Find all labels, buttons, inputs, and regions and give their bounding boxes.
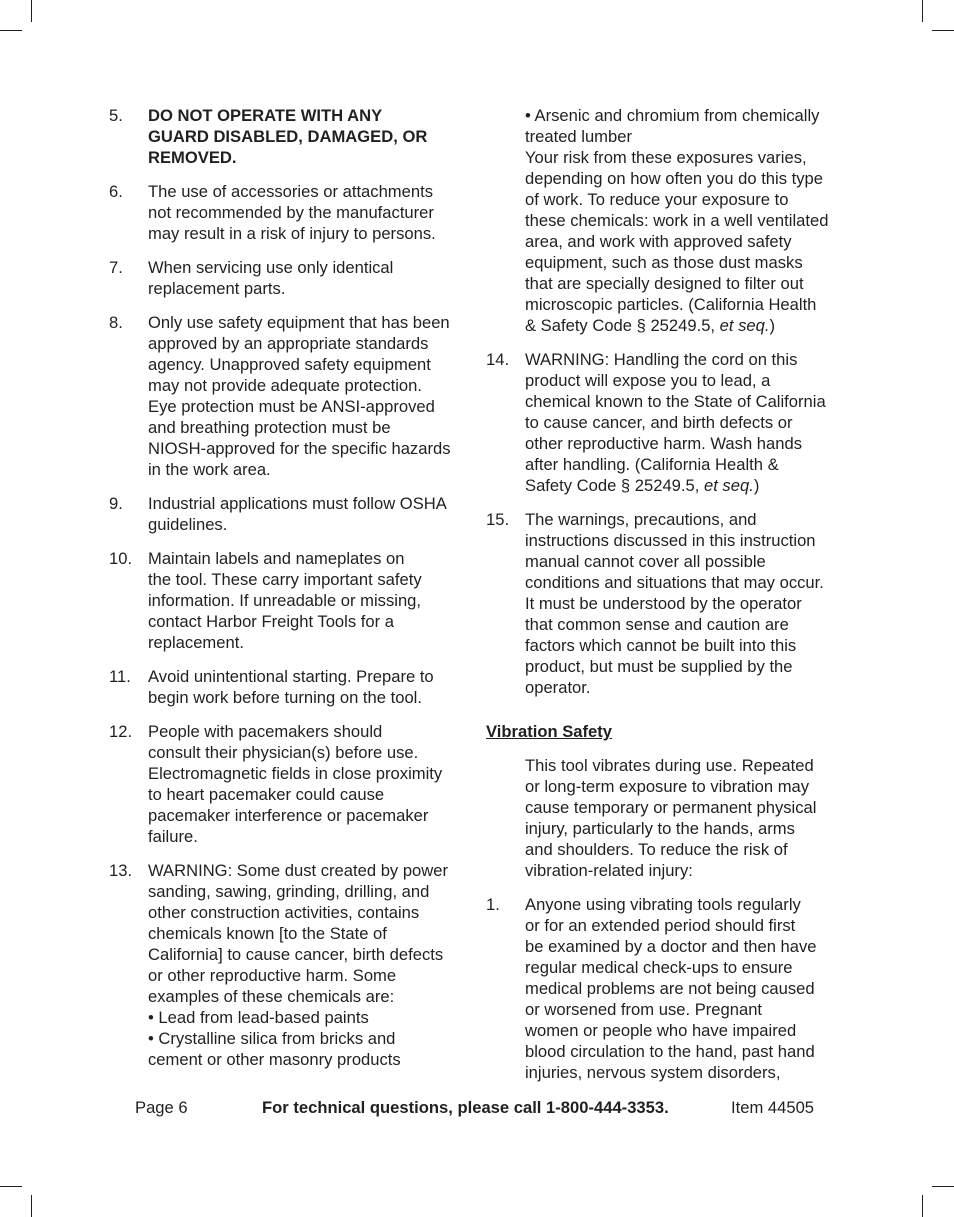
list-item-8 xyxy=(109,312,471,480)
text-line: agency. Unapproved safety equipment xyxy=(148,355,431,374)
item-number: 11. xyxy=(109,667,131,686)
text-line: • Crystalline silica from bricks and xyxy=(148,1029,396,1048)
text-line: treated lumber xyxy=(525,127,632,146)
text-line: conditions and situations that may occur. xyxy=(525,573,824,592)
text-line: or other reproductive harm. Some xyxy=(148,966,397,985)
text-line: failure. xyxy=(148,827,198,846)
text-line: that common sense and caution are xyxy=(525,615,789,634)
item-text xyxy=(525,509,848,698)
text-line: It must be understood by the operator xyxy=(525,594,802,613)
text-line: be examined by a doctor and then have xyxy=(525,937,817,956)
text-line: People with pacemakers should xyxy=(148,722,383,741)
text-line: of work. To reduce your exposure to xyxy=(525,190,789,209)
section-heading-vibration-safety: Vibration Safety xyxy=(486,722,613,741)
text-line: regular medical check-ups to ensure xyxy=(525,958,793,977)
text-line: area, and work with approved safety xyxy=(525,232,792,251)
item-text xyxy=(148,181,471,244)
list-item-13-continuation xyxy=(486,105,848,336)
vibration-list-item-1 xyxy=(486,894,848,1083)
text-line: GUARD DISABLED, DAMAGED, OR xyxy=(148,127,428,146)
item-text xyxy=(148,105,471,168)
text-line: examples of these chemicals are: xyxy=(148,987,395,1006)
vibration-intro xyxy=(486,755,848,881)
crop-mark xyxy=(0,1186,22,1187)
item-text xyxy=(525,894,848,1083)
text-line: manual cannot cover all possible xyxy=(525,552,766,571)
list-item-7 xyxy=(109,257,471,299)
list-item-14 xyxy=(486,349,848,496)
text-line: the tool. These carry important safety xyxy=(148,570,422,589)
text-line: approved by an appropriate standards xyxy=(148,334,429,353)
text-line: after handling. (California Health & xyxy=(525,455,779,474)
text-line: Anyone using vibrating tools regularly xyxy=(525,895,801,914)
item-number: 6. xyxy=(109,182,123,201)
text-line: This tool vibrates during use. Repeated xyxy=(525,756,814,775)
text-line: factors which cannot be built into this xyxy=(525,636,797,655)
crop-mark xyxy=(922,1195,923,1217)
text-line: Electromagnetic fields in close proximity xyxy=(148,764,443,783)
text-line: REMOVED. xyxy=(148,148,237,167)
item-text xyxy=(525,349,848,496)
crop-mark xyxy=(0,30,22,31)
text-line: in the work area. xyxy=(148,460,271,479)
page-footer xyxy=(0,1097,954,1118)
text-line: may result in a risk of injury to persons. xyxy=(148,224,436,243)
page-number: Page 6 xyxy=(135,1098,188,1117)
item-text xyxy=(148,257,471,299)
text-line: Industrial applications must follow OSHA xyxy=(148,494,447,513)
left-column xyxy=(109,105,471,1083)
text-line: these chemicals: work in a well ventilated xyxy=(525,211,829,230)
text-line: product will expose you to lead, a xyxy=(525,371,771,390)
text-line: blood circulation to the hand, past hand xyxy=(525,1042,815,1061)
citation-suffix: ) xyxy=(753,476,760,495)
text-line: • Arsenic and chromium from chemically xyxy=(525,106,820,125)
text-line: or worsened from use. Pregnant xyxy=(525,1000,763,1019)
text-line: pacemaker interference or pacemaker xyxy=(148,806,429,825)
item-number: 15. xyxy=(486,510,510,529)
list-item-11 xyxy=(109,666,471,708)
text-line: or long-term exposure to vibration may xyxy=(525,777,810,796)
text-line: and shoulders. To reduce the risk of xyxy=(525,840,788,859)
text-line: information. If unreadable or missing, xyxy=(148,591,422,610)
text-line: • Lead from lead-based paints xyxy=(148,1008,369,1027)
crop-mark xyxy=(31,0,32,22)
text-line: cement or other masonry products xyxy=(148,1050,401,1069)
text-line: and breathing protection must be xyxy=(148,418,391,437)
text-line: begin work before turning on the tool. xyxy=(148,688,422,707)
text-line xyxy=(525,475,848,496)
crop-mark xyxy=(932,30,954,31)
item-text xyxy=(148,312,471,480)
item-text xyxy=(525,105,848,336)
technical-support-line: For technical questions, please call 1-800-444-3353. xyxy=(262,1098,669,1117)
text-line: replacement. xyxy=(148,633,244,652)
crop-mark xyxy=(932,1186,954,1187)
item-number: 5. xyxy=(109,106,123,125)
list-item-15 xyxy=(486,509,848,698)
text-line: not recommended by the manufacturer xyxy=(148,203,434,222)
text-line: Maintain labels and nameplates on xyxy=(148,549,405,568)
item-text xyxy=(148,860,471,1070)
list-item-10 xyxy=(109,548,471,653)
text-line: WARNING: Some dust created by power xyxy=(148,861,449,880)
item-number: 10. xyxy=(109,549,133,568)
crop-mark xyxy=(922,0,923,22)
text-line: Avoid unintentional starting. Prepare to xyxy=(148,667,434,686)
text-line: medical problems are not being caused xyxy=(525,979,815,998)
text-line: sanding, sawing, grinding, drilling, and xyxy=(148,882,430,901)
item-text xyxy=(148,548,471,653)
citation-prefix: Safety Code § 25249.5, xyxy=(525,476,704,495)
text-line: to heart pacemaker could cause xyxy=(148,785,385,804)
text-line: contact Harbor Freight Tools for a xyxy=(148,612,394,631)
text-line: When servicing use only identical xyxy=(148,258,394,277)
item-number: 7. xyxy=(109,258,123,277)
right-column xyxy=(486,105,848,1096)
item-text xyxy=(148,493,471,535)
crop-mark xyxy=(31,1195,32,1217)
citation-italic: et seq. xyxy=(703,476,754,495)
item-text xyxy=(148,666,471,708)
citation-suffix: ) xyxy=(769,316,776,335)
text-line: other construction activities, contains xyxy=(148,903,420,922)
text-line: WARNING: Handling the cord on this xyxy=(525,350,798,369)
text-line: Only use safety equipment that has been xyxy=(148,313,450,332)
item-number: 13. xyxy=(109,861,133,880)
list-item-5 xyxy=(109,105,471,168)
item-number: 9. xyxy=(109,494,123,513)
text-line: injury, particularly to the hands, arms xyxy=(525,819,795,838)
text-line: NIOSH-approved for the specific hazards xyxy=(148,439,451,458)
text-line: product, but must be supplied by the xyxy=(525,657,793,676)
text-line: vibration-related injury: xyxy=(525,861,693,880)
text-line: depending on how often you do this type xyxy=(525,169,823,188)
text-line: replacement parts. xyxy=(148,279,286,298)
item-number: 8. xyxy=(109,313,123,332)
text-line: The warnings, precautions, and xyxy=(525,510,757,529)
list-item-13 xyxy=(109,860,471,1070)
list-item-6 xyxy=(109,181,471,244)
text-line: Eye protection must be ANSI-approved xyxy=(148,397,435,416)
text-line: instructions discussed in this instruction xyxy=(525,531,816,550)
text-line: operator. xyxy=(525,678,591,697)
list-item-12 xyxy=(109,721,471,847)
text-line: guidelines. xyxy=(148,515,228,534)
item-number: 12. xyxy=(109,722,133,741)
text-line: California] to cause cancer, birth defects xyxy=(148,945,444,964)
text-line: or for an extended period should first xyxy=(525,916,796,935)
text-line: other reproductive harm. Wash hands xyxy=(525,434,803,453)
text-line: The use of accessories or attachments xyxy=(148,182,433,201)
text-line: cause temporary or permanent physical xyxy=(525,798,817,817)
item-number-spacer xyxy=(486,105,525,336)
text-line: DO NOT OPERATE WITH ANY xyxy=(148,106,383,125)
text-line: injuries, nervous system disorders, xyxy=(525,1063,781,1082)
text-line: Your risk from these exposures varies, xyxy=(525,148,807,167)
citation-italic: et seq. xyxy=(719,316,770,335)
text-line: women or people who have impaired xyxy=(525,1021,797,1040)
item-number: 1. xyxy=(486,895,500,914)
item-number-label: Item 44505 xyxy=(731,1098,815,1117)
item-text xyxy=(148,721,471,847)
text-line: chemical known to the State of California xyxy=(525,392,826,411)
text-line xyxy=(525,315,848,336)
citation-prefix: & Safety Code § 25249.5, xyxy=(525,316,720,335)
text-line: to cause cancer, and birth defects or xyxy=(525,413,793,432)
text-line: microscopic particles. (California Health xyxy=(525,295,817,314)
text-line: chemicals known [to the State of xyxy=(148,924,387,943)
text-line: may not provide adequate protection. xyxy=(148,376,422,395)
text-line: equipment, such as those dust masks xyxy=(525,253,803,272)
text-line: that are specially designed to filter out xyxy=(525,274,804,293)
list-item-9 xyxy=(109,493,471,535)
item-number: 14. xyxy=(486,350,510,369)
text-line: consult their physician(s) before use. xyxy=(148,743,419,762)
